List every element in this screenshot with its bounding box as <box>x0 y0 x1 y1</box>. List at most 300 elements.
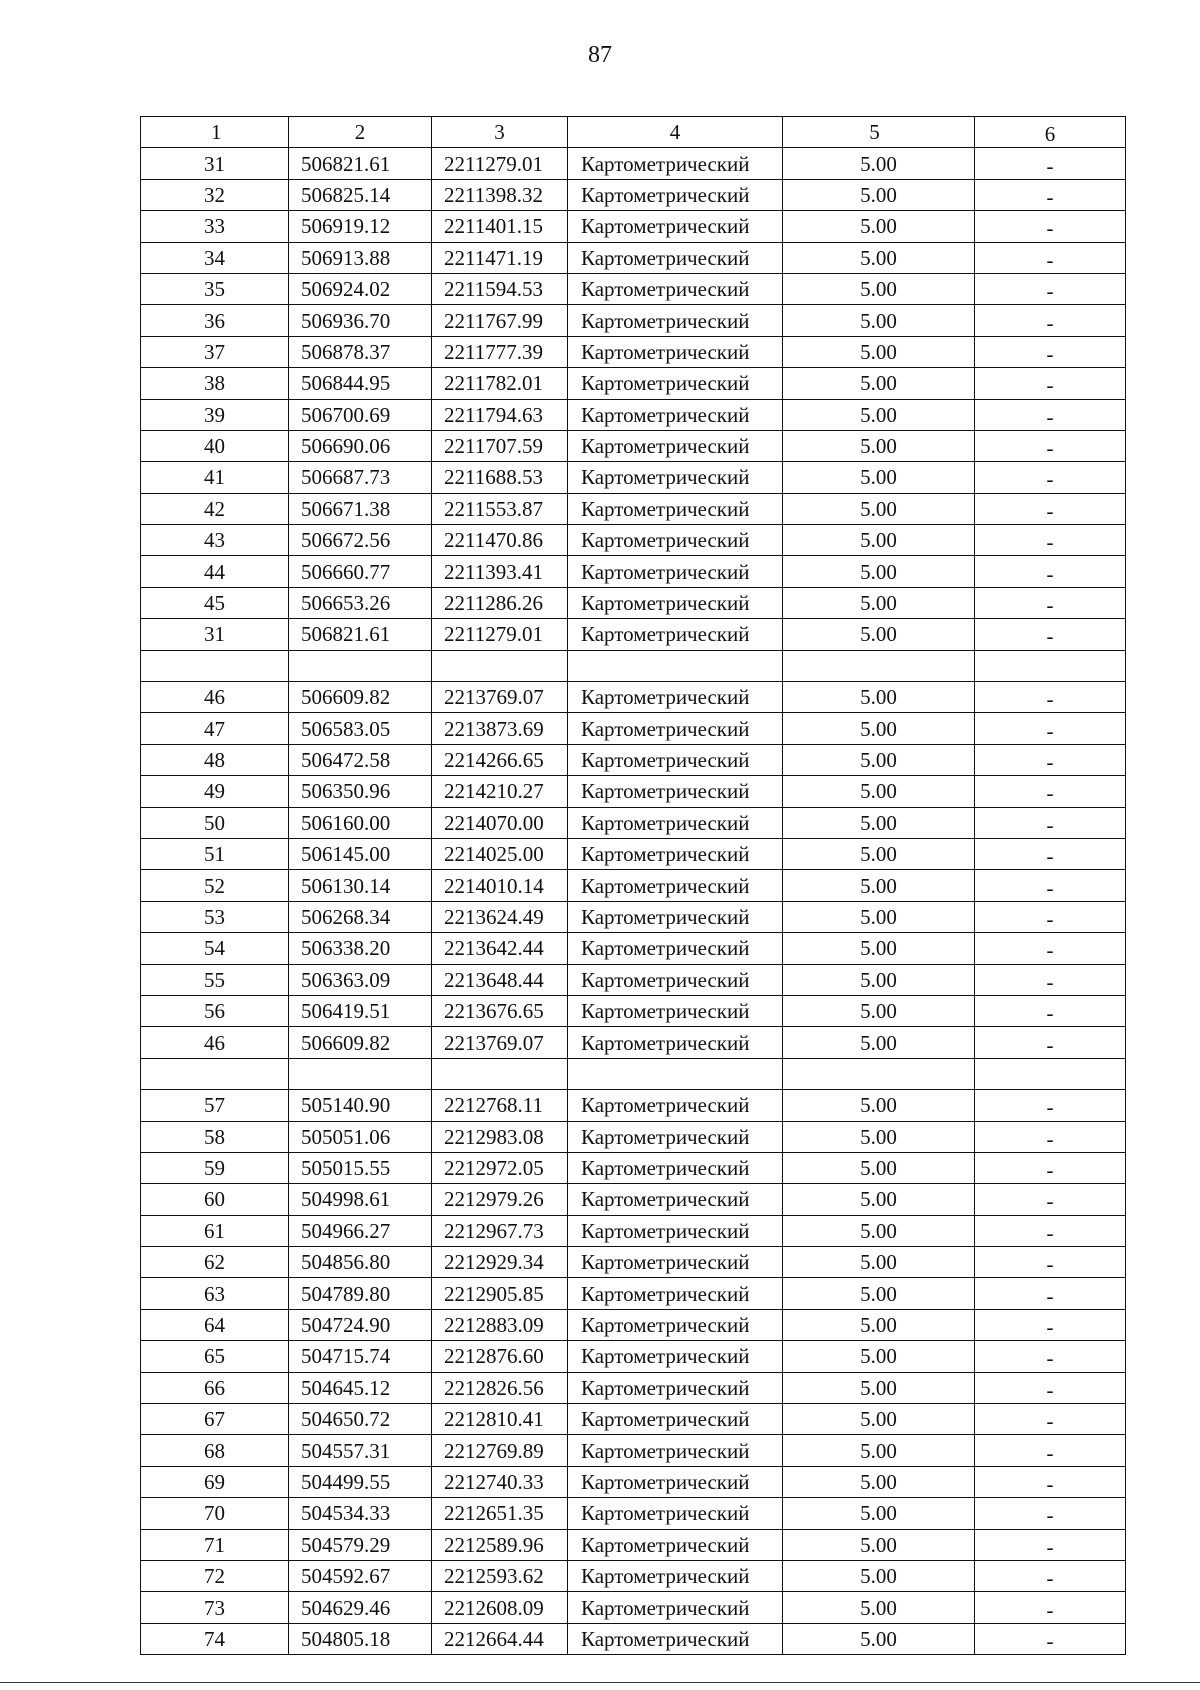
accuracy-cell: 5.00 <box>783 744 975 775</box>
table-row <box>141 1090 1126 1121</box>
table-row <box>141 964 1126 995</box>
y-coordinate-cell: 2213769.07 <box>432 682 568 713</box>
empty-cell <box>289 1058 432 1089</box>
method-cell: Картометрический <box>568 933 783 964</box>
table-row <box>141 713 1126 744</box>
x-coordinate-cell: 504966.27 <box>289 1215 432 1246</box>
point-number-cell: 45 <box>141 587 289 618</box>
x-coordinate-cell: 506653.26 <box>289 587 432 618</box>
x-coordinate-cell: 506660.77 <box>289 556 432 587</box>
point-number-cell: 31 <box>141 148 289 179</box>
x-coordinate-cell: 506936.70 <box>289 305 432 336</box>
method-cell: Картометрический <box>568 462 783 493</box>
accuracy-cell: 5.00 <box>783 1247 975 1278</box>
y-coordinate-cell: 2214070.00 <box>432 807 568 838</box>
accuracy-cell: 5.00 <box>783 336 975 367</box>
empty-cell <box>783 1058 975 1089</box>
x-coordinate-cell: 505140.90 <box>289 1090 432 1121</box>
accuracy-cell: 5.00 <box>783 838 975 869</box>
point-number-cell: 39 <box>141 399 289 430</box>
x-coordinate-cell: 506609.82 <box>289 682 432 713</box>
point-number-cell: 48 <box>141 744 289 775</box>
table-row <box>141 682 1126 713</box>
y-coordinate-cell: 2211794.63 <box>432 399 568 430</box>
y-coordinate-cell: 2212651.35 <box>432 1498 568 1529</box>
y-coordinate-cell: 2213769.07 <box>432 1027 568 1058</box>
method-cell: Картометрический <box>568 744 783 775</box>
accuracy-cell: 5.00 <box>783 493 975 524</box>
y-coordinate-cell: 2211553.87 <box>432 493 568 524</box>
accuracy-cell: 5.00 <box>783 587 975 618</box>
note-cell: - <box>975 807 1126 838</box>
accuracy-cell: 5.00 <box>783 870 975 901</box>
method-cell: Картометрический <box>568 995 783 1026</box>
accuracy-cell: 5.00 <box>783 1466 975 1497</box>
method-cell: Картометрический <box>568 1215 783 1246</box>
empty-cell <box>432 1058 568 1089</box>
note-cell: - <box>975 1498 1126 1529</box>
point-number-cell: 68 <box>141 1435 289 1466</box>
x-coordinate-cell: 506609.82 <box>289 1027 432 1058</box>
point-number-cell: 38 <box>141 368 289 399</box>
y-coordinate-cell: 2211393.41 <box>432 556 568 587</box>
y-coordinate-cell: 2212608.09 <box>432 1592 568 1623</box>
x-coordinate-cell: 504579.29 <box>289 1529 432 1560</box>
table-row <box>141 1278 1126 1309</box>
point-number-cell: 67 <box>141 1404 289 1435</box>
x-coordinate-cell: 506130.14 <box>289 870 432 901</box>
table-row <box>141 430 1126 461</box>
point-number-cell: 71 <box>141 1529 289 1560</box>
separator-row <box>141 1058 1126 1089</box>
note-cell: - <box>975 430 1126 461</box>
y-coordinate-cell: 2211777.39 <box>432 336 568 367</box>
method-cell: Картометрический <box>568 1247 783 1278</box>
method-cell: Картометрический <box>568 807 783 838</box>
table-row <box>141 1435 1126 1466</box>
point-number-cell: 74 <box>141 1623 289 1654</box>
table-row <box>141 368 1126 399</box>
x-coordinate-cell: 506924.02 <box>289 273 432 304</box>
note-cell: - <box>975 933 1126 964</box>
table-row <box>141 305 1126 336</box>
header-cell: 2 <box>289 117 432 148</box>
x-coordinate-cell: 504998.61 <box>289 1184 432 1215</box>
accuracy-cell: 5.00 <box>783 1121 975 1152</box>
note-cell: - <box>975 964 1126 995</box>
method-cell: Картометрический <box>568 1278 783 1309</box>
accuracy-cell: 5.00 <box>783 1404 975 1435</box>
x-coordinate-cell: 506350.96 <box>289 776 432 807</box>
table-row <box>141 1498 1126 1529</box>
y-coordinate-cell: 2212905.85 <box>432 1278 568 1309</box>
note-cell: - <box>975 1560 1126 1591</box>
header-cell: 6 <box>975 117 1126 148</box>
x-coordinate-cell: 506671.38 <box>289 493 432 524</box>
accuracy-cell: 5.00 <box>783 525 975 556</box>
y-coordinate-cell: 2212967.73 <box>432 1215 568 1246</box>
method-cell: Картометрический <box>568 682 783 713</box>
table-row <box>141 211 1126 242</box>
accuracy-cell: 5.00 <box>783 1090 975 1121</box>
table-row <box>141 933 1126 964</box>
table-row <box>141 838 1126 869</box>
y-coordinate-cell: 2211279.01 <box>432 148 568 179</box>
table-row <box>141 619 1126 650</box>
point-number-cell: 36 <box>141 305 289 336</box>
accuracy-cell: 5.00 <box>783 682 975 713</box>
accuracy-cell: 5.00 <box>783 179 975 210</box>
accuracy-cell: 5.00 <box>783 1215 975 1246</box>
method-cell: Картометрический <box>568 964 783 995</box>
empty-cell <box>975 1058 1126 1089</box>
method-cell: Картометрический <box>568 1090 783 1121</box>
accuracy-cell: 5.00 <box>783 1592 975 1623</box>
point-number-cell: 31 <box>141 619 289 650</box>
separator-row <box>141 650 1126 681</box>
accuracy-cell: 5.00 <box>783 1184 975 1215</box>
point-number-cell: 63 <box>141 1278 289 1309</box>
x-coordinate-cell: 504629.46 <box>289 1592 432 1623</box>
y-coordinate-cell: 2214266.65 <box>432 744 568 775</box>
y-coordinate-cell: 2212876.60 <box>432 1341 568 1372</box>
header-cell: 5 <box>783 117 975 148</box>
point-number-cell: 64 <box>141 1309 289 1340</box>
table-row <box>141 901 1126 932</box>
x-coordinate-cell: 506672.56 <box>289 525 432 556</box>
point-number-cell: 43 <box>141 525 289 556</box>
table-row <box>141 1592 1126 1623</box>
point-number-cell: 41 <box>141 462 289 493</box>
note-cell: - <box>975 713 1126 744</box>
table-row <box>141 1247 1126 1278</box>
y-coordinate-cell: 2213873.69 <box>432 713 568 744</box>
table-row <box>141 242 1126 273</box>
table-row <box>141 1560 1126 1591</box>
point-number-cell: 56 <box>141 995 289 1026</box>
x-coordinate-cell: 506583.05 <box>289 713 432 744</box>
method-cell: Картометрический <box>568 1404 783 1435</box>
table-row <box>141 1215 1126 1246</box>
note-cell: - <box>975 336 1126 367</box>
method-cell: Картометрический <box>568 1592 783 1623</box>
method-cell: Картометрический <box>568 1341 783 1372</box>
accuracy-cell: 5.00 <box>783 305 975 336</box>
method-cell: Картометрический <box>568 556 783 587</box>
method-cell: Картометрический <box>568 179 783 210</box>
x-coordinate-cell: 506844.95 <box>289 368 432 399</box>
table-row <box>141 870 1126 901</box>
point-number-cell: 37 <box>141 336 289 367</box>
y-coordinate-cell: 2212979.26 <box>432 1184 568 1215</box>
point-number-cell: 66 <box>141 1372 289 1403</box>
x-coordinate-cell: 504557.31 <box>289 1435 432 1466</box>
accuracy-cell: 5.00 <box>783 368 975 399</box>
point-number-cell: 73 <box>141 1592 289 1623</box>
x-coordinate-cell: 504645.12 <box>289 1372 432 1403</box>
note-cell: - <box>975 838 1126 869</box>
note-cell: - <box>975 1027 1126 1058</box>
table-row <box>141 399 1126 430</box>
accuracy-cell: 5.00 <box>783 1341 975 1372</box>
accuracy-cell: 5.00 <box>783 1309 975 1340</box>
note-cell: - <box>975 399 1126 430</box>
x-coordinate-cell: 504856.80 <box>289 1247 432 1278</box>
accuracy-cell: 5.00 <box>783 964 975 995</box>
note-cell: - <box>975 1592 1126 1623</box>
method-cell: Картометрический <box>568 148 783 179</box>
x-coordinate-cell: 504592.67 <box>289 1560 432 1591</box>
accuracy-cell: 5.00 <box>783 807 975 838</box>
table-row <box>141 148 1126 179</box>
accuracy-cell: 5.00 <box>783 901 975 932</box>
point-number-cell: 69 <box>141 1466 289 1497</box>
x-coordinate-cell: 506145.00 <box>289 838 432 869</box>
empty-cell <box>432 650 568 681</box>
y-coordinate-cell: 2212826.56 <box>432 1372 568 1403</box>
note-cell: - <box>975 1090 1126 1121</box>
method-cell: Картометрический <box>568 1466 783 1497</box>
accuracy-cell: 5.00 <box>783 619 975 650</box>
method-cell: Картометрический <box>568 242 783 273</box>
point-number-cell: 54 <box>141 933 289 964</box>
accuracy-cell: 5.00 <box>783 1435 975 1466</box>
y-coordinate-cell: 2211470.86 <box>432 525 568 556</box>
note-cell: - <box>975 493 1126 524</box>
note-cell: - <box>975 1215 1126 1246</box>
y-coordinate-cell: 2211688.53 <box>432 462 568 493</box>
header-cell: 4 <box>568 117 783 148</box>
x-coordinate-cell: 506913.88 <box>289 242 432 273</box>
x-coordinate-cell: 504789.80 <box>289 1278 432 1309</box>
x-coordinate-cell: 506821.61 <box>289 619 432 650</box>
y-coordinate-cell: 2211286.26 <box>432 587 568 618</box>
method-cell: Картометрический <box>568 587 783 618</box>
accuracy-cell: 5.00 <box>783 1529 975 1560</box>
note-cell: - <box>975 1372 1126 1403</box>
accuracy-cell: 5.00 <box>783 273 975 304</box>
note-cell: - <box>975 556 1126 587</box>
method-cell: Картометрический <box>568 1435 783 1466</box>
accuracy-cell: 5.00 <box>783 399 975 430</box>
point-number-cell: 32 <box>141 179 289 210</box>
accuracy-cell: 5.00 <box>783 1560 975 1591</box>
point-number-cell: 42 <box>141 493 289 524</box>
x-coordinate-cell: 505051.06 <box>289 1121 432 1152</box>
y-coordinate-cell: 2212740.33 <box>432 1466 568 1497</box>
x-coordinate-cell: 506690.06 <box>289 430 432 461</box>
y-coordinate-cell: 2211594.53 <box>432 273 568 304</box>
y-coordinate-cell: 2213642.44 <box>432 933 568 964</box>
x-coordinate-cell: 504499.55 <box>289 1466 432 1497</box>
point-number-cell: 35 <box>141 273 289 304</box>
method-cell: Картометрический <box>568 336 783 367</box>
point-number-cell: 50 <box>141 807 289 838</box>
y-coordinate-cell: 2212972.05 <box>432 1152 568 1183</box>
table-row <box>141 179 1126 210</box>
point-number-cell: 40 <box>141 430 289 461</box>
note-cell: - <box>975 587 1126 618</box>
table-row <box>141 493 1126 524</box>
table-row <box>141 1121 1126 1152</box>
table-row <box>141 807 1126 838</box>
note-cell: - <box>975 901 1126 932</box>
accuracy-cell: 5.00 <box>783 430 975 461</box>
y-coordinate-cell: 2211401.15 <box>432 211 568 242</box>
empty-cell <box>783 650 975 681</box>
y-coordinate-cell: 2212589.96 <box>432 1529 568 1560</box>
note-cell: - <box>975 525 1126 556</box>
note-cell: - <box>975 273 1126 304</box>
method-cell: Картометрический <box>568 619 783 650</box>
note-cell: - <box>975 1247 1126 1278</box>
bottom-divider <box>0 1682 1200 1683</box>
x-coordinate-cell: 506363.09 <box>289 964 432 995</box>
note-cell: - <box>975 1466 1126 1497</box>
method-cell: Картометрический <box>568 901 783 932</box>
page-number: 87 <box>588 42 612 68</box>
table-row <box>141 1184 1126 1215</box>
table-body <box>141 117 1126 1655</box>
y-coordinate-cell: 2211471.19 <box>432 242 568 273</box>
y-coordinate-cell: 2211398.32 <box>432 179 568 210</box>
y-coordinate-cell: 2211707.59 <box>432 430 568 461</box>
empty-cell <box>568 1058 783 1089</box>
accuracy-cell: 5.00 <box>783 1498 975 1529</box>
point-number-cell: 44 <box>141 556 289 587</box>
x-coordinate-cell: 506338.20 <box>289 933 432 964</box>
x-coordinate-cell: 506160.00 <box>289 807 432 838</box>
y-coordinate-cell: 2213676.65 <box>432 995 568 1026</box>
y-coordinate-cell: 2212929.34 <box>432 1247 568 1278</box>
method-cell: Картометрический <box>568 305 783 336</box>
table-row <box>141 1623 1126 1654</box>
method-cell: Картометрический <box>568 430 783 461</box>
table-row <box>141 336 1126 367</box>
method-cell: Картометрический <box>568 1498 783 1529</box>
point-number-cell: 72 <box>141 1560 289 1591</box>
method-cell: Картометрический <box>568 776 783 807</box>
y-coordinate-cell: 2211782.01 <box>432 368 568 399</box>
note-cell: - <box>975 1341 1126 1372</box>
accuracy-cell: 5.00 <box>783 148 975 179</box>
method-cell: Картометрический <box>568 211 783 242</box>
x-coordinate-cell: 504715.74 <box>289 1341 432 1372</box>
note-cell: - <box>975 619 1126 650</box>
accuracy-cell: 5.00 <box>783 1152 975 1183</box>
method-cell: Картометрический <box>568 1184 783 1215</box>
note-cell: - <box>975 1623 1126 1654</box>
point-number-cell: 51 <box>141 838 289 869</box>
accuracy-cell: 5.00 <box>783 462 975 493</box>
y-coordinate-cell: 2212664.44 <box>432 1623 568 1654</box>
empty-cell <box>141 1058 289 1089</box>
method-cell: Картометрический <box>568 1560 783 1591</box>
method-cell: Картометрический <box>568 870 783 901</box>
table-row <box>141 1529 1126 1560</box>
note-cell: - <box>975 995 1126 1026</box>
method-cell: Картометрический <box>568 399 783 430</box>
note-cell: - <box>975 1309 1126 1340</box>
table-row <box>141 462 1126 493</box>
point-number-cell: 65 <box>141 1341 289 1372</box>
method-cell: Картометрический <box>568 1121 783 1152</box>
note-cell: - <box>975 1278 1126 1309</box>
table-row <box>141 1152 1126 1183</box>
x-coordinate-cell: 504650.72 <box>289 1404 432 1435</box>
x-coordinate-cell: 506919.12 <box>289 211 432 242</box>
table-header-row <box>141 117 1126 148</box>
table-row <box>141 587 1126 618</box>
method-cell: Картометрический <box>568 1623 783 1654</box>
header-cell: 3 <box>432 117 568 148</box>
y-coordinate-cell: 2213624.49 <box>432 901 568 932</box>
method-cell: Картометрический <box>568 713 783 744</box>
note-cell: - <box>975 179 1126 210</box>
method-cell: Картометрический <box>568 525 783 556</box>
y-coordinate-cell: 2212593.62 <box>432 1560 568 1591</box>
note-cell: - <box>975 1404 1126 1435</box>
x-coordinate-cell: 506700.69 <box>289 399 432 430</box>
x-coordinate-cell: 506878.37 <box>289 336 432 367</box>
y-coordinate-cell: 2214025.00 <box>432 838 568 869</box>
accuracy-cell: 5.00 <box>783 1372 975 1403</box>
x-coordinate-cell: 506821.61 <box>289 148 432 179</box>
point-number-cell: 57 <box>141 1090 289 1121</box>
y-coordinate-cell: 2212768.11 <box>432 1090 568 1121</box>
accuracy-cell: 5.00 <box>783 556 975 587</box>
y-coordinate-cell: 2214010.14 <box>432 870 568 901</box>
point-number-cell: 49 <box>141 776 289 807</box>
method-cell: Картометрический <box>568 1529 783 1560</box>
point-number-cell: 33 <box>141 211 289 242</box>
point-number-cell: 46 <box>141 1027 289 1058</box>
table-row <box>141 1027 1126 1058</box>
table-row <box>141 1466 1126 1497</box>
accuracy-cell: 5.00 <box>783 1623 975 1654</box>
accuracy-cell: 5.00 <box>783 776 975 807</box>
point-number-cell: 62 <box>141 1247 289 1278</box>
header-cell: 1 <box>141 117 289 148</box>
note-cell: - <box>975 1184 1126 1215</box>
note-cell: - <box>975 870 1126 901</box>
point-number-cell: 46 <box>141 682 289 713</box>
note-cell: - <box>975 1152 1126 1183</box>
method-cell: Картометрический <box>568 1152 783 1183</box>
note-cell: - <box>975 305 1126 336</box>
method-cell: Картометрический <box>568 493 783 524</box>
y-coordinate-cell: 2212883.09 <box>432 1309 568 1340</box>
point-number-cell: 34 <box>141 242 289 273</box>
point-number-cell: 55 <box>141 964 289 995</box>
table-row <box>141 1372 1126 1403</box>
y-coordinate-cell: 2211279.01 <box>432 619 568 650</box>
y-coordinate-cell: 2212983.08 <box>432 1121 568 1152</box>
table-row <box>141 995 1126 1026</box>
table-row <box>141 525 1126 556</box>
note-cell: - <box>975 148 1126 179</box>
y-coordinate-cell: 2211767.99 <box>432 305 568 336</box>
empty-cell <box>568 650 783 681</box>
point-number-cell: 47 <box>141 713 289 744</box>
point-number-cell: 53 <box>141 901 289 932</box>
method-cell: Картометрический <box>568 273 783 304</box>
accuracy-cell: 5.00 <box>783 1278 975 1309</box>
x-coordinate-cell: 504805.18 <box>289 1623 432 1654</box>
method-cell: Картометрический <box>568 1309 783 1340</box>
accuracy-cell: 5.00 <box>783 211 975 242</box>
table-row <box>141 744 1126 775</box>
